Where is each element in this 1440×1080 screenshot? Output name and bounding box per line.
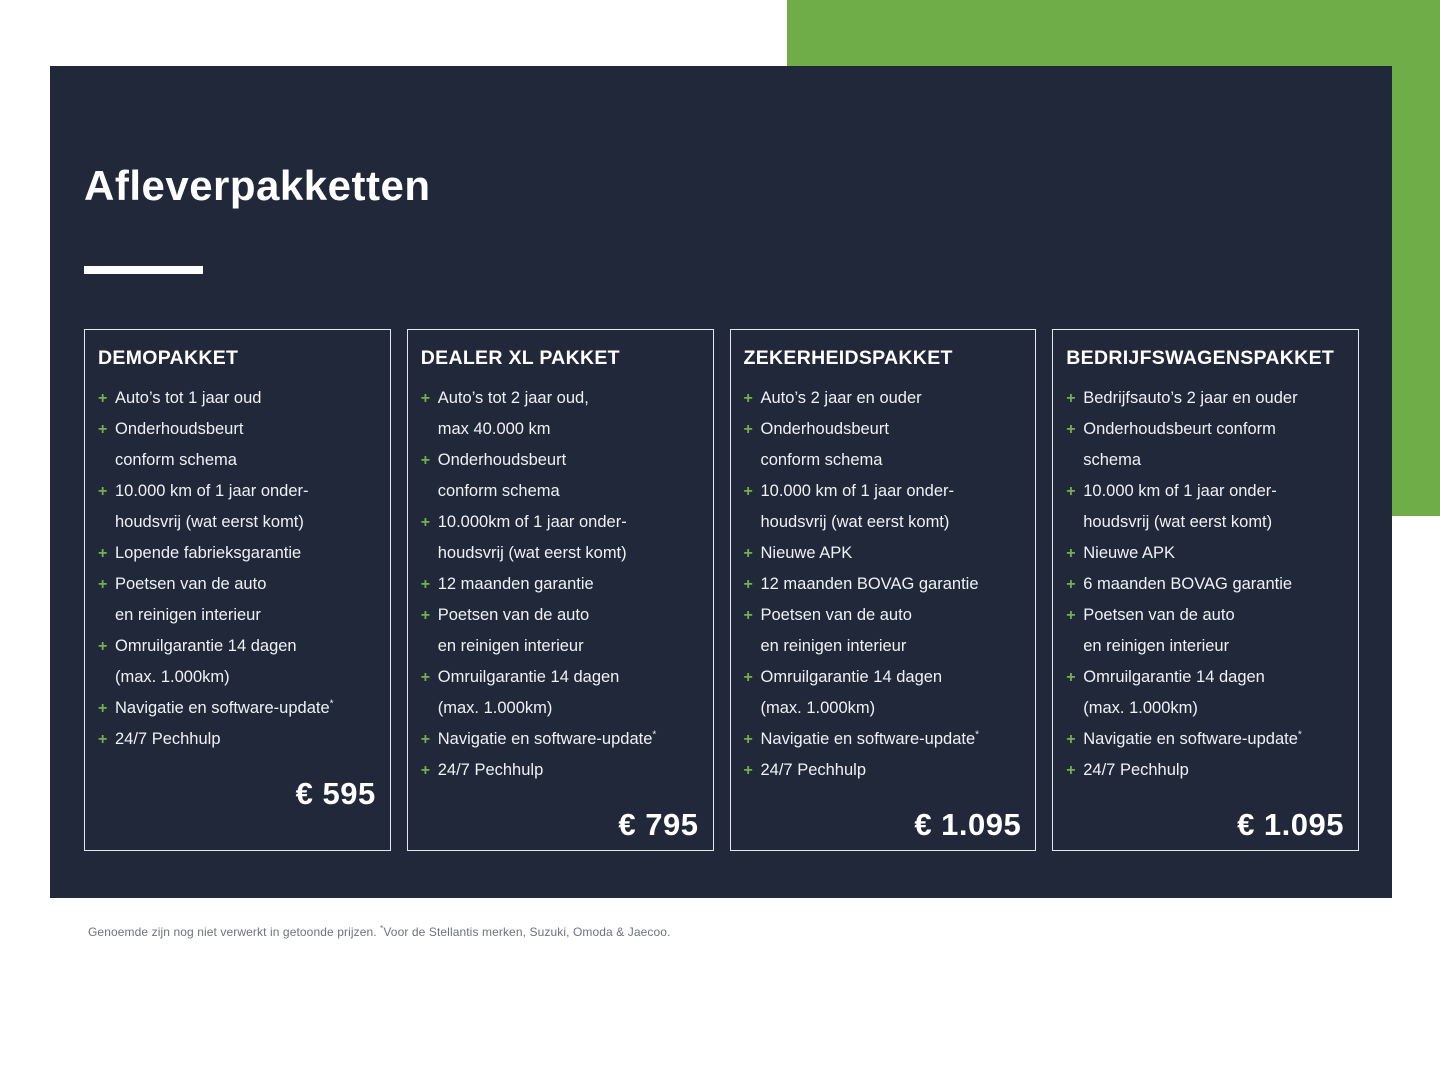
feature-line: houdsvrij (wat eerst komt) [437, 544, 627, 563]
package-feature [421, 600, 699, 662]
feature-line: Poetsen van de auto [115, 575, 267, 594]
plus-icon: + [1066, 545, 1076, 563]
package-title: ZEKERHEIDSPAKKET [743, 347, 953, 369]
package-feature [744, 476, 1022, 538]
package-feature [1066, 569, 1344, 600]
feature-line: Poetsen van de auto [760, 606, 912, 625]
plus-icon: + [420, 390, 431, 408]
page-title: Afleverpakketten [84, 162, 431, 209]
feature-line: 10.000 km of 1 jaar onder- [760, 482, 955, 501]
feature-line: conform schema [437, 482, 560, 501]
feature-line: 24/7 Pechhulp [1083, 761, 1189, 780]
plus-icon: + [98, 390, 108, 408]
feature-line: Omruilgarantie 14 dagen [1083, 668, 1265, 687]
feature-line: Auto’s 2 jaar en ouder [760, 389, 922, 408]
package-feature [744, 383, 1022, 414]
plus-icon: + [98, 483, 108, 501]
feature-line: 24/7 Pechhulp [115, 730, 221, 749]
package-feature [421, 569, 699, 600]
package-feature [421, 445, 699, 507]
feature-line: Navigatie en software-update* [115, 698, 334, 718]
package-feature [98, 383, 376, 414]
feature-line: Poetsen van de auto [1083, 606, 1235, 625]
package-feature [421, 724, 699, 755]
package-price: € 1.095 [1237, 807, 1344, 843]
plus-icon: + [743, 576, 753, 594]
package-feature [98, 569, 376, 631]
plus-icon: + [743, 545, 753, 563]
package-feature [1066, 755, 1344, 786]
package-feature [744, 538, 1022, 569]
footnote-text-after: Voor de Stellantis merken, Suzuki, Omoda & Jaecoo. [383, 925, 671, 939]
package-title: BEDRIJFSWAGENSPAKKET [1066, 347, 1335, 369]
package-feature [421, 755, 699, 786]
content-panel [50, 66, 1392, 898]
feature-asterisk: * [652, 729, 657, 741]
feature-line: Poetsen van de auto [437, 606, 590, 625]
package-card [730, 329, 1037, 851]
package-feature [98, 631, 376, 693]
package-feature [1066, 538, 1344, 569]
feature-line: en reinigen interieur [115, 606, 261, 625]
plus-icon: + [420, 762, 431, 780]
feature-line: Omruilgarantie 14 dagen [437, 668, 620, 687]
footnote-text-before: Genoemde zijn nog niet verwerkt in getoonde prijzen. [88, 925, 381, 939]
feature-asterisk: * [975, 729, 980, 741]
feature-line: Navigatie en software-update* [760, 729, 980, 749]
plus-icon: + [743, 669, 753, 687]
feature-line: Onderhoudsbeurt [115, 420, 244, 439]
package-feature [1066, 662, 1344, 724]
feature-line: conform schema [115, 451, 237, 470]
package-feature [98, 414, 376, 476]
plus-icon: + [98, 576, 108, 594]
plus-icon: + [1066, 390, 1076, 408]
plus-icon: + [743, 731, 753, 749]
feature-line: houdsvrij (wat eerst komt) [115, 513, 304, 532]
feature-line: 12 maanden BOVAG garantie [760, 575, 979, 594]
package-feature [1066, 414, 1344, 476]
package-title: DEALER XL PAKKET [420, 347, 620, 369]
plus-icon: + [98, 421, 108, 439]
feature-line: (max. 1.000km) [1083, 699, 1198, 718]
package-feature [1066, 383, 1344, 414]
package-feature [744, 755, 1022, 786]
plus-icon: + [98, 545, 108, 563]
feature-line: (max. 1.000km) [437, 699, 553, 718]
footnote [88, 924, 671, 939]
package-feature [1066, 600, 1344, 662]
feature-line: en reinigen interieur [1083, 637, 1230, 656]
package-card [1052, 329, 1359, 851]
plus-icon: + [420, 576, 431, 594]
feature-line: Onderhoudsbeurt conform [1083, 420, 1276, 439]
package-feature [98, 476, 376, 538]
plus-icon: + [420, 669, 431, 687]
package-feature [98, 693, 376, 724]
package-feature [421, 507, 699, 569]
feature-line: 6 maanden BOVAG garantie [1083, 575, 1293, 594]
package-price: € 1.095 [914, 807, 1022, 843]
plus-icon: + [98, 731, 108, 749]
feature-line: conform schema [760, 451, 883, 470]
plus-icon: + [1066, 607, 1076, 625]
plus-icon: + [743, 390, 753, 408]
package-feature [744, 414, 1022, 476]
package-feature [744, 569, 1022, 600]
feature-line: (max. 1.000km) [115, 668, 230, 687]
feature-line: Nieuwe APK [760, 544, 853, 563]
package-feature [98, 724, 376, 755]
feature-line: en reinigen interieur [760, 637, 907, 656]
feature-line: 10.000 km of 1 jaar onder- [115, 482, 309, 501]
feature-line: houdsvrij (wat eerst komt) [1083, 513, 1273, 532]
feature-line: Navigatie en software-update* [1083, 729, 1302, 749]
feature-asterisk: * [329, 698, 334, 710]
package-price: € 595 [295, 776, 376, 812]
feature-line: en reinigen interieur [437, 637, 584, 656]
plus-icon: + [420, 731, 431, 749]
plus-icon: + [1066, 576, 1076, 594]
package-feature [421, 662, 699, 724]
plus-icon: + [743, 483, 753, 501]
package-feature [1066, 724, 1344, 755]
package-card [407, 329, 714, 851]
package-title: DEMOPAKKET [98, 347, 239, 369]
feature-line: 10.000 km of 1 jaar onder- [1083, 482, 1277, 501]
plus-icon: + [420, 452, 431, 470]
feature-line: houdsvrij (wat eerst komt) [760, 513, 950, 532]
feature-line: schema [1083, 451, 1142, 470]
feature-asterisk: * [1297, 729, 1302, 741]
plus-icon: + [743, 607, 753, 625]
feature-line: Navigatie en software-update* [437, 729, 657, 749]
feature-line: Lopende fabrieksgarantie [115, 544, 302, 563]
package-feature [744, 724, 1022, 755]
plus-icon: + [98, 700, 108, 718]
package-card [84, 329, 391, 851]
package-feature [421, 383, 699, 445]
feature-line: Omruilgarantie 14 dagen [760, 668, 943, 687]
feature-line: 24/7 Pechhulp [437, 761, 544, 780]
plus-icon: + [420, 607, 431, 625]
package-feature [1066, 476, 1344, 538]
plus-icon: + [1066, 669, 1076, 687]
plus-icon: + [1066, 762, 1076, 780]
feature-line: Onderhoudsbeurt [760, 420, 889, 439]
feature-line: (max. 1.000km) [760, 699, 876, 718]
plus-icon: + [1066, 421, 1076, 439]
feature-line: Bedrijfsauto’s 2 jaar en ouder [1083, 389, 1298, 408]
package-price: € 795 [618, 807, 699, 843]
feature-line: 24/7 Pechhulp [760, 761, 867, 780]
plus-icon: + [420, 514, 431, 532]
feature-line: Nieuwe APK [1083, 544, 1175, 563]
feature-line: max 40.000 km [437, 420, 551, 439]
feature-line: Onderhoudsbeurt [437, 451, 567, 470]
plus-icon: + [98, 638, 108, 656]
plus-icon: + [743, 421, 753, 439]
feature-line: 12 maanden garantie [437, 575, 594, 594]
feature-line: Auto’s tot 2 jaar oud, [437, 389, 589, 408]
title-underline-rule [84, 266, 203, 274]
package-feature [744, 662, 1022, 724]
package-feature [744, 600, 1022, 662]
feature-line: Auto’s tot 1 jaar oud [115, 389, 262, 408]
package-cards-row [84, 329, 1359, 851]
feature-line: Omruilgarantie 14 dagen [115, 637, 297, 656]
feature-line: 10.000km of 1 jaar onder- [437, 513, 627, 532]
package-feature [98, 538, 376, 569]
plus-icon: + [1066, 483, 1076, 501]
plus-icon: + [743, 762, 753, 780]
plus-icon: + [1066, 731, 1076, 749]
footnote-asterisk: * [380, 924, 384, 933]
